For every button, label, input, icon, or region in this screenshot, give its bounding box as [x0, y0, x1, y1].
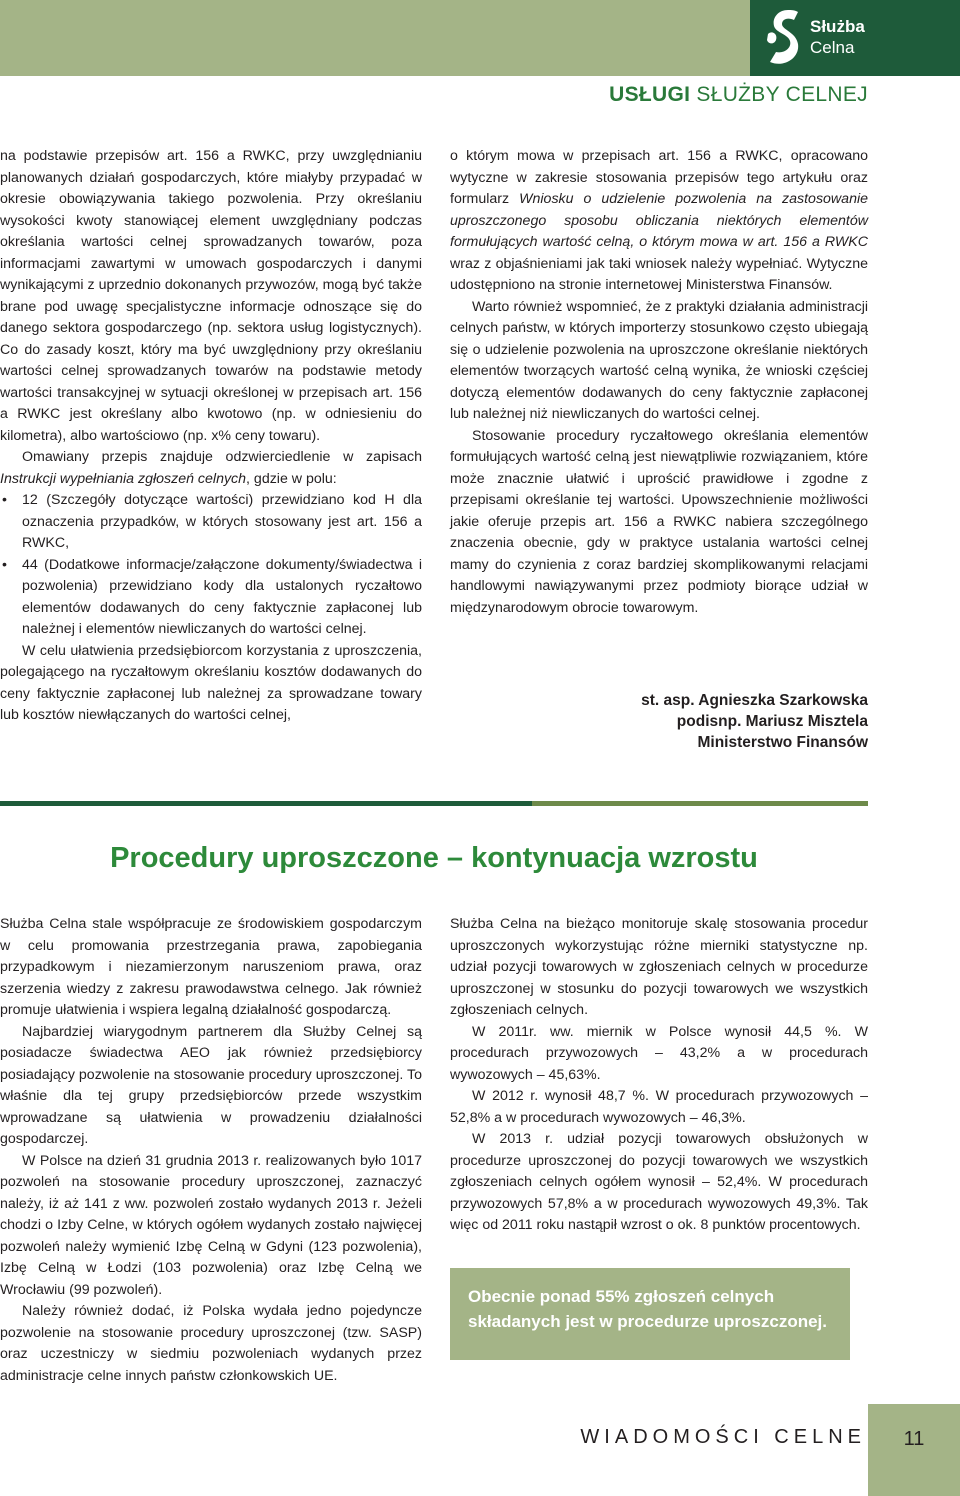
- article-headline: Procedury uproszczone – kontynuacja wzrostu: [110, 842, 758, 874]
- paragraph: Służba Celna stale współpracuje ze środowiskiem gospodarczym w celu promowania przestrzegania prawa, zapobiegania przypadkowym i niezamierzonym naruszeniom prawa, oraz szerzenia wiedzy z zakresu prawodawstwa celnego. Jak również promuje ułatwienia i wspiera legalną działalność gospodarczą.: [0, 916, 422, 1018]
- section-title: [609, 83, 868, 107]
- paragraph-italic: Wniosku o udzielenie pozwolenia na zastosowanie uproszczonego sposobu obliczania niektórych elementów formułujących wartość celną, o którym mowa w art. 156 a RWKC: [450, 191, 868, 250]
- header-band-light: [0, 0, 750, 76]
- paragraph: [0, 447, 422, 490]
- bottom-right-column: [450, 914, 868, 1237]
- paragraph: W Polsce na dzień 31 grudnia 2013 r. realizowanych było 1017 pozwoleń na stosowanie procedury uproszczonej, zaznaczyć należy, iż aż 141 z ww. pozwoleń zostało wydanych 2013 r. Jeżeli chodzi o Izby Celne, w których ogółem wydanych zostało najwięcej pozwoleń należy wymienić Izbę Celną w Gdyni (123 pozwolenia), Izbę Celną w Łodzi (103 pozwolenia) oraz Izbę Celną we Wrocławiu (99 pozwoleń).: [0, 1152, 422, 1298]
- paragraph: W celu ułatwienia przedsiębiorcom korzystania z uproszczenia, polegającego na ryczałtowym określaniu kosztów dodawanych do ceny faktycznie zapłaconej lub należnej za sprowadzane towary lub kosztów niewłączanych do wartości celnej,: [0, 642, 422, 723]
- paragraph: Warto również wspomnieć, że z praktyki działania administracji celnych państw, w których importerzy stosunkowo często ubiegają się o udzielenie pozwolenia na uproszczone określanie niektórych elementów tworzących wartość celną wynika, że wnioski częściej dotyczą elementów dodawanych do ceny faktycznie zapłaconej lub należnej niż niewliczanych do wartości celnej.: [450, 298, 868, 422]
- paragraph: W 2013 r. udział pozycji towarowych obsłużonych w procedurze uproszczonej do pozycji towarowych we wszystkich zgłoszeniach celnych ogółem wynosił – 52,4%. W procedurach przywozowych 57,8% a w procedurach wywozowych 49,3%. Tak więc od 2011 roku nastąpił wzrost o ok. 8 punktów procentowych.: [450, 1131, 868, 1233]
- page-number-box: [868, 1404, 960, 1496]
- paragraph-text: o którym mowa w przepisach art. 156 a RWKC, opracowano wytyczne w zakresie stosowania przepisów tego artykułu oraz formularz: [450, 148, 868, 207]
- paragraph-text: wraz z objaśnieniami jak taki wniosek należy wypełniać. Wytyczne udostępniono na stronie internetowej Ministerstwa Finansów.: [450, 255, 868, 293]
- paragraph: W 2011r. ww. miernik w Polsce wynosił 44,5 %. W procedurach przywozowych – 43,2% a w procedurach wywozowych – 45,63%.: [450, 1023, 868, 1083]
- paragraph-text: , gdzie w polu:: [246, 470, 337, 487]
- top-right-column: [450, 146, 868, 619]
- section-divider: [0, 801, 868, 806]
- magazine-title: WIADOMOŚCI CELNE: [580, 1426, 866, 1448]
- logo-line-2: Celna: [810, 38, 855, 57]
- list-item: • 44 (Dodatkowe informacje/załączone dokumenty/świadectwa i pozwolenia) przewidziano kody dla ustalonych ryczałtowo elementów dodawanych do ceny faktycznie zapłaconej lub należnej i elementów niewliczanych do wartości celnej.: [22, 555, 422, 641]
- divider-light: [532, 801, 868, 806]
- signature-line-3: Ministerstwo Finansów: [697, 734, 868, 751]
- bullet-list: [0, 490, 422, 641]
- top-left-column: [0, 146, 422, 727]
- section-title-rest: SŁUŻBY CELNEJ: [690, 83, 868, 106]
- sluzba-celna-logo-icon: [764, 8, 804, 66]
- divider-dark: [0, 801, 532, 806]
- signature-line-1: st. asp. Agnieszka Szarkowska: [641, 692, 868, 709]
- paragraph: Służba Celna na bieżąco monitoruje skalę stosowania procedur uproszczonych wykorzystując różne mierniki statystyczne np. udział pozycji towarowych w zgłoszeniach celnych w procedurze uproszczonej w stosunku do pozycji towarowych we wszystkich zgłoszeniach celnych.: [450, 916, 868, 1018]
- header-band-dark: [750, 0, 960, 76]
- signature-block: [450, 690, 868, 753]
- paragraph: [450, 146, 868, 297]
- paragraph: na podstawie przepisów art. 156 a RWKC, przy uwzględnianiu planowanych działań gospodarczych, które miałyby przypadać w okresie obowiązywania takiego pozwolenia. Przy określaniu wysokości kwoty stanowiącej element uwzględniany podczas określania wartości celnej sprowadzanych towarów, poza informacjami zawartymi w umowach gospodarczych i danymi wynikającymi z uprzednio dokonanych przywozów, mogą być także brane pod uwagę specjalistyczne informacje odnoszące się do danego sektora gospodarczego (np. sektora usług logistycznych). Co do zasady koszt, który ma być uwzględniony przy określaniu wartości celnej sprowadzanych towarów na podstawie metody wartości transakcyjnej w sytuacji określonej w przepisach art. 156 a RWKC jest określany albo kwotowo (np. w odniesieniu do kilometra), albo wartościowo (np. x% ceny towaru).: [0, 148, 422, 444]
- callout-line-1: Obecnie ponad 55% zgłoszeń celnych: [468, 1287, 775, 1306]
- paragraph: Najbardziej wiarygodnym partnerem dla Służby Celnej są posiadacze świadectwa AEO jak również przedsiębiorcy posiadający pozwolenie na stosowanie procedury uproszczonej. To właśnie dla tej grupy przedsiębiorców przede wszystkim wprowadzane są ułatwienia w prowadzeniu działalności gospodarczej.: [0, 1023, 422, 1147]
- logo-line-1: Służba: [810, 17, 865, 36]
- section-title-bold: USŁUGI: [609, 83, 691, 106]
- list-item: • 12 (Szczegóły dotyczące wartości) przewidziano kod H dla oznaczenia przypadków, w których stosowany jest art. 156 a RWKC,: [22, 490, 422, 555]
- signature-line-2: podisnp. Mariusz Misztela: [676, 713, 868, 730]
- paragraph-italic: Instrukcji wypełniania zgłoszeń celnych: [0, 470, 247, 487]
- paragraph: W 2012 r. wynosił 48,7 %. W procedurach przywozowych – 52,8% a w procedurach wywozowych – 46,3%.: [450, 1088, 868, 1126]
- page-number: 11: [903, 1428, 925, 1450]
- bottom-left-column: [0, 914, 422, 1387]
- paragraph: Należy również dodać, iż Polska wydała jedno pojedyncze pozwolenie na stosowanie procedury uproszczonej (tzw. SASP) oraz uczestniczy w siedmiu pozwoleniach wydanych przez administracje celne innych państw członkowskich UE.: [0, 1303, 422, 1384]
- logo-wordmark: [810, 16, 865, 58]
- highlight-callout: [450, 1268, 850, 1360]
- paragraph: Stosowanie procedury ryczałtowego określania elementów formułujących wartość celną jest niewątpliwie rozwiązaniem, które może znacznie ułatwić i uprościć prawidłowe i zgodne z przepisami określanie tej wartości. Upowszechnienie możliwości jakie oferuje przepis art. 156 a RWKC nabiera szczególnego znaczenia obecnie, gdy w praktyce ustalania wartości celnej mamy do czynienia z coraz bardziej skomplikowanymi relacjami handlowymi nawiązywanymi przez podmioty biorące udział w międzynarodowym obrocie towarowym.: [450, 427, 868, 616]
- callout-line-2: składanych jest w procedurze uproszczonej.: [468, 1312, 827, 1331]
- paragraph-text: Omawiany przepis znajduje odzwierciedlenie w zapisach: [22, 449, 422, 465]
